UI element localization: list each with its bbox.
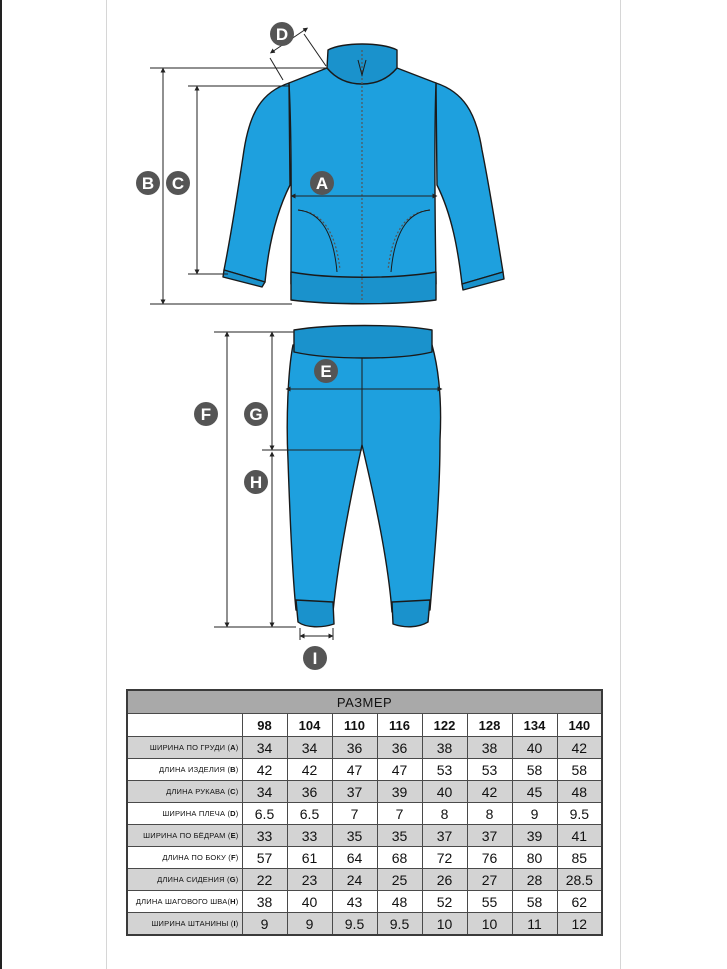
measurement-label bbox=[127, 759, 242, 781]
measurement-label-text: ДЛИНА ШАГОВОГО ШВА( bbox=[135, 897, 231, 906]
measurement-value: 33 bbox=[242, 825, 287, 847]
svg-text:B: B bbox=[141, 174, 155, 193]
measurement-value: 58 bbox=[557, 759, 602, 781]
measurement-value: 7 bbox=[377, 803, 422, 825]
size-header-cell: 134 bbox=[512, 714, 557, 737]
measurement-label-text: ШИРИНА ПО ГРУДИ ( bbox=[149, 743, 231, 752]
measurement-value: 68 bbox=[377, 847, 422, 869]
svg-text:I: I bbox=[312, 649, 318, 668]
measurement-code: G bbox=[229, 875, 236, 884]
measurement-value: 38 bbox=[422, 737, 467, 759]
size-header-cell: 122 bbox=[422, 714, 467, 737]
measurement-value: 35 bbox=[377, 825, 422, 847]
svg-text:C: C bbox=[171, 174, 185, 193]
measurement-value: 28 bbox=[512, 869, 557, 891]
measurement-value: 34 bbox=[287, 737, 332, 759]
measurement-label-text: ШИРИНА ШТАНИНЫ ( bbox=[151, 919, 234, 928]
measurement-value: 9 bbox=[242, 913, 287, 936]
measurement-value: 61 bbox=[287, 847, 332, 869]
measurement-value: 37 bbox=[422, 825, 467, 847]
measurement-value: 39 bbox=[512, 825, 557, 847]
measurement-code: B bbox=[230, 765, 236, 774]
measurement-label-text: ДЛИНА ИЗДЕЛИЯ ( bbox=[158, 765, 231, 774]
measurement-value: 55 bbox=[467, 891, 512, 913]
measurement-value: 48 bbox=[557, 781, 602, 803]
measurement-code: C bbox=[230, 787, 236, 796]
measurement-value: 25 bbox=[377, 869, 422, 891]
measurement-value: 11 bbox=[512, 913, 557, 936]
marker-d bbox=[270, 22, 294, 46]
measurement-value: 40 bbox=[287, 891, 332, 913]
measurement-value: 45 bbox=[512, 781, 557, 803]
measurement-label-text: ДЛИНА ПО БОКУ ( bbox=[162, 853, 231, 862]
measurement-value: 53 bbox=[467, 759, 512, 781]
measurement-value: 10 bbox=[422, 913, 467, 936]
measurement-label bbox=[127, 891, 242, 913]
measurement-label-text: ШИРИНА ПО БЁДРАМ ( bbox=[143, 831, 231, 840]
measurement-label-text: ДЛИНА СИДЕНИЯ ( bbox=[157, 875, 230, 884]
measurement-label-close: ) bbox=[235, 875, 239, 884]
marker-h bbox=[244, 470, 268, 494]
measurement-value: 28.5 bbox=[557, 869, 602, 891]
measurement-value: 58 bbox=[512, 891, 557, 913]
measurement-value: 40 bbox=[422, 781, 467, 803]
measurement-value: 9.5 bbox=[557, 803, 602, 825]
measurement-label-text: ДЛИНА РУКАВА ( bbox=[166, 787, 231, 796]
measurement-value: 42 bbox=[557, 737, 602, 759]
measurement-label-close: ) bbox=[235, 765, 239, 774]
measurement-value: 26 bbox=[422, 869, 467, 891]
measurement-value: 12 bbox=[557, 913, 602, 936]
table-row bbox=[127, 869, 602, 891]
svg-text:E: E bbox=[320, 362, 332, 381]
measurement-label-text: ШИРИНА ПЛЕЧА ( bbox=[162, 809, 231, 818]
measurement-label-close: ) bbox=[235, 853, 239, 862]
measurement-value: 8 bbox=[467, 803, 512, 825]
size-header-blank bbox=[127, 714, 242, 737]
measurement-label-close: ) bbox=[235, 809, 239, 818]
measurement-value: 36 bbox=[332, 737, 377, 759]
size-chart-table bbox=[126, 689, 603, 936]
measurement-value: 34 bbox=[242, 781, 287, 803]
pants-waistband bbox=[294, 326, 432, 359]
measurement-value: 47 bbox=[377, 759, 422, 781]
table-row bbox=[127, 781, 602, 803]
marker-i bbox=[303, 646, 327, 670]
measurement-value: 36 bbox=[287, 781, 332, 803]
measurement-value: 64 bbox=[332, 847, 377, 869]
measurement-label-close: ) bbox=[235, 919, 239, 928]
size-header-row bbox=[127, 714, 602, 737]
measurement-value: 48 bbox=[377, 891, 422, 913]
measurement-label-close: ) bbox=[235, 897, 239, 906]
pants-right-cuff bbox=[392, 600, 430, 627]
measurement-value: 80 bbox=[512, 847, 557, 869]
svg-text:A: A bbox=[315, 174, 329, 193]
pants-drawing bbox=[287, 326, 440, 627]
measurement-code: F bbox=[231, 853, 236, 862]
measurement-label bbox=[127, 913, 242, 936]
measurement-value: 34 bbox=[242, 737, 287, 759]
measurement-value: 42 bbox=[242, 759, 287, 781]
measurement-value: 10 bbox=[467, 913, 512, 936]
svg-text:F: F bbox=[200, 405, 212, 424]
measurement-value: 37 bbox=[467, 825, 512, 847]
measurement-label bbox=[127, 803, 242, 825]
measurement-label bbox=[127, 869, 242, 891]
measurement-value: 41 bbox=[557, 825, 602, 847]
jacket-drawing bbox=[223, 44, 504, 304]
svg-text:D: D bbox=[275, 25, 289, 44]
table-row bbox=[127, 803, 602, 825]
measurement-label-close: ) bbox=[235, 787, 239, 796]
measurement-value: 42 bbox=[287, 759, 332, 781]
measurement-value: 6.5 bbox=[242, 803, 287, 825]
table-title-row bbox=[127, 690, 602, 714]
measurement-value: 37 bbox=[332, 781, 377, 803]
measurement-code: E bbox=[230, 831, 236, 840]
table-row bbox=[127, 759, 602, 781]
measurement-value: 57 bbox=[242, 847, 287, 869]
measurement-value: 39 bbox=[377, 781, 422, 803]
measurement-value: 6.5 bbox=[287, 803, 332, 825]
measurement-label-close: ) bbox=[235, 743, 239, 752]
table-row bbox=[127, 891, 602, 913]
measurement-value: 7 bbox=[332, 803, 377, 825]
measurement-label bbox=[127, 847, 242, 869]
measurement-value: 22 bbox=[242, 869, 287, 891]
measurement-value: 9 bbox=[512, 803, 557, 825]
table-row bbox=[127, 825, 602, 847]
marker-a bbox=[310, 171, 334, 195]
measurement-value: 9 bbox=[287, 913, 332, 936]
size-header-cell: 116 bbox=[377, 714, 422, 737]
jacket-left-sleeve bbox=[224, 83, 290, 282]
marker-g bbox=[244, 402, 268, 426]
measurement-value: 38 bbox=[467, 737, 512, 759]
pants-left-cuff bbox=[296, 600, 334, 627]
measurement-label bbox=[127, 825, 242, 847]
measurement-code: H bbox=[230, 897, 236, 906]
measurement-code: D bbox=[230, 809, 236, 818]
measurement-value: 9.5 bbox=[332, 913, 377, 936]
measurement-value: 52 bbox=[422, 891, 467, 913]
measurement-value: 23 bbox=[287, 869, 332, 891]
measurement-value: 58 bbox=[512, 759, 557, 781]
measurement-value: 40 bbox=[512, 737, 557, 759]
measurement-label bbox=[127, 781, 242, 803]
measurement-value: 47 bbox=[332, 759, 377, 781]
marker-b bbox=[136, 171, 160, 195]
measurement-value: 8 bbox=[422, 803, 467, 825]
jacket-waistband bbox=[291, 272, 436, 304]
measurement-value: 35 bbox=[332, 825, 377, 847]
size-header-cell: 128 bbox=[467, 714, 512, 737]
table-row bbox=[127, 847, 602, 869]
marker-e bbox=[314, 359, 338, 383]
svg-text:H: H bbox=[249, 473, 263, 492]
table-row bbox=[127, 737, 602, 759]
table-row bbox=[127, 913, 602, 936]
measurement-value: 42 bbox=[467, 781, 512, 803]
jacket-right-sleeve bbox=[436, 83, 503, 284]
marker-c bbox=[166, 171, 190, 195]
measurement-value: 85 bbox=[557, 847, 602, 869]
svg-text:G: G bbox=[249, 405, 263, 424]
measurement-value: 43 bbox=[332, 891, 377, 913]
measurement-code: A bbox=[230, 743, 236, 752]
measurement-code: I bbox=[233, 919, 236, 928]
size-header-cell: 104 bbox=[287, 714, 332, 737]
size-header-cell: 110 bbox=[332, 714, 377, 737]
measurement-value: 36 bbox=[377, 737, 422, 759]
measurement-label-close: ) bbox=[235, 831, 239, 840]
measurement-value: 27 bbox=[467, 869, 512, 891]
pants-body bbox=[287, 345, 440, 612]
measurement-value: 62 bbox=[557, 891, 602, 913]
measurement-value: 33 bbox=[287, 825, 332, 847]
measurement-label bbox=[127, 737, 242, 759]
measurement-value: 24 bbox=[332, 869, 377, 891]
measurement-value: 76 bbox=[467, 847, 512, 869]
marker-f bbox=[194, 402, 218, 426]
table-body bbox=[127, 737, 602, 936]
measurement-value: 72 bbox=[422, 847, 467, 869]
measurement-value: 9.5 bbox=[377, 913, 422, 936]
size-header-cell: 140 bbox=[557, 714, 602, 737]
table-title: РАЗМЕР bbox=[127, 690, 602, 714]
size-header-cell: 98 bbox=[242, 714, 287, 737]
measurement-value: 38 bbox=[242, 891, 287, 913]
measurement-value: 53 bbox=[422, 759, 467, 781]
